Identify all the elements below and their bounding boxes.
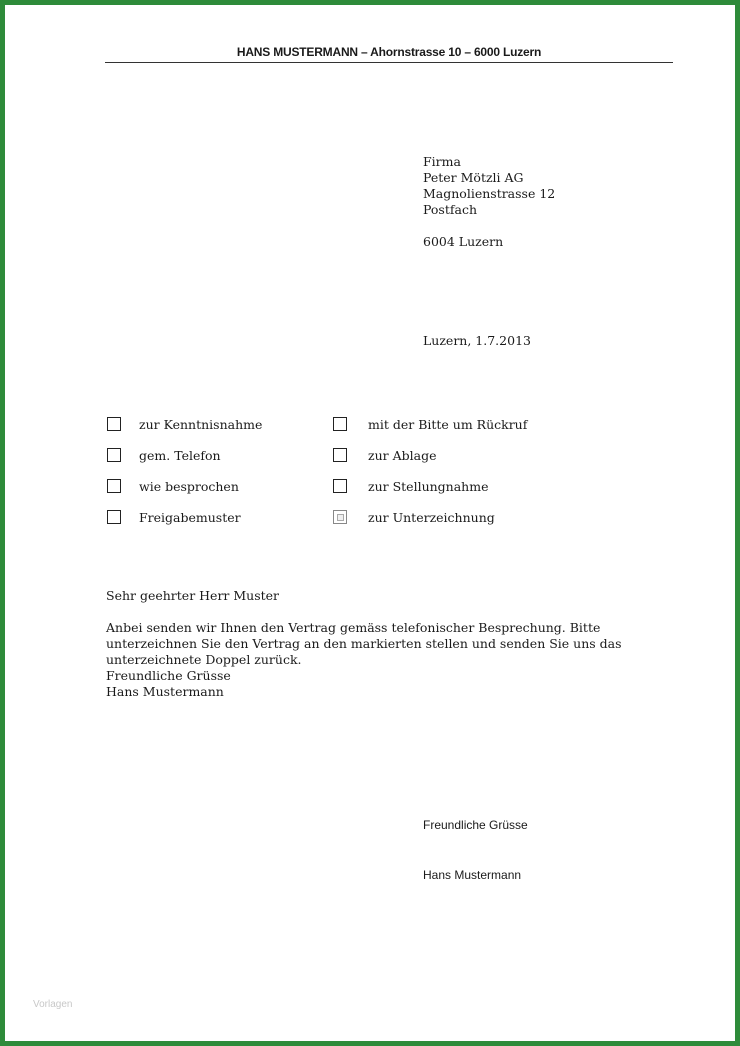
closing-greeting: Freundliche Grüsse <box>106 668 231 683</box>
checkbox-rueckruf[interactable] <box>333 417 347 431</box>
checkbox-label: mit der Bitte um Rückruf <box>368 417 528 432</box>
recipient-address <box>423 154 555 250</box>
checkbox-label: wie besprochen <box>139 479 239 494</box>
recipient-postbox: Postfach <box>423 202 477 217</box>
checkbox-besprochen[interactable] <box>107 479 121 493</box>
recipient-city: 6004 Luzern <box>423 234 504 249</box>
checkbox-stellungnahme[interactable] <box>333 479 347 493</box>
checkbox-label: zur Ablage <box>368 448 437 463</box>
checkbox-ablage[interactable] <box>333 448 347 462</box>
checkbox-freigabemuster[interactable] <box>107 510 121 524</box>
checkbox-label: zur Unterzeichnung <box>368 510 495 525</box>
body-paragraph: Anbei senden wir Ihnen den Vertrag gemäss telefonischer Besprechung. Bitte unterzeichnen Sie den Vertrag an den markierten stellen und senden Sie uns das unterzeichnete Doppel zurück. <box>106 620 622 667</box>
checkbox-label: gem. Telefon <box>139 448 221 463</box>
sender-header: HANS MUSTERMANN – Ahornstrasse 10 – 6000 Luzern <box>236 45 542 59</box>
header-divider <box>105 62 673 63</box>
checkbox-label: Freigabemuster <box>139 510 241 525</box>
checkbox-label: zur Stellungnahme <box>368 479 489 494</box>
checkbox-kenntnisnahme[interactable] <box>107 417 121 431</box>
letter-page <box>5 5 735 1041</box>
signature-name: Hans Mustermann <box>423 868 522 882</box>
recipient-line-1: Firma <box>423 154 461 169</box>
checkbox-telefon[interactable] <box>107 448 121 462</box>
recipient-street: Magnolienstrasse 12 <box>423 186 556 201</box>
checkbox-unterzeichnung-checked[interactable] <box>333 510 347 524</box>
watermark-text: Vorlagen <box>33 999 73 1010</box>
signature-greeting: Freundliche Grüsse <box>423 818 528 832</box>
recipient-company: Peter Mötzli AG <box>423 170 524 185</box>
salutation: Sehr geehrter Herr Muster <box>106 588 280 603</box>
letter-date: Luzern, 1.7.2013 <box>423 333 531 348</box>
closing-name: Hans Mustermann <box>106 684 224 699</box>
checkbox-label: zur Kenntnisnahme <box>139 417 263 432</box>
